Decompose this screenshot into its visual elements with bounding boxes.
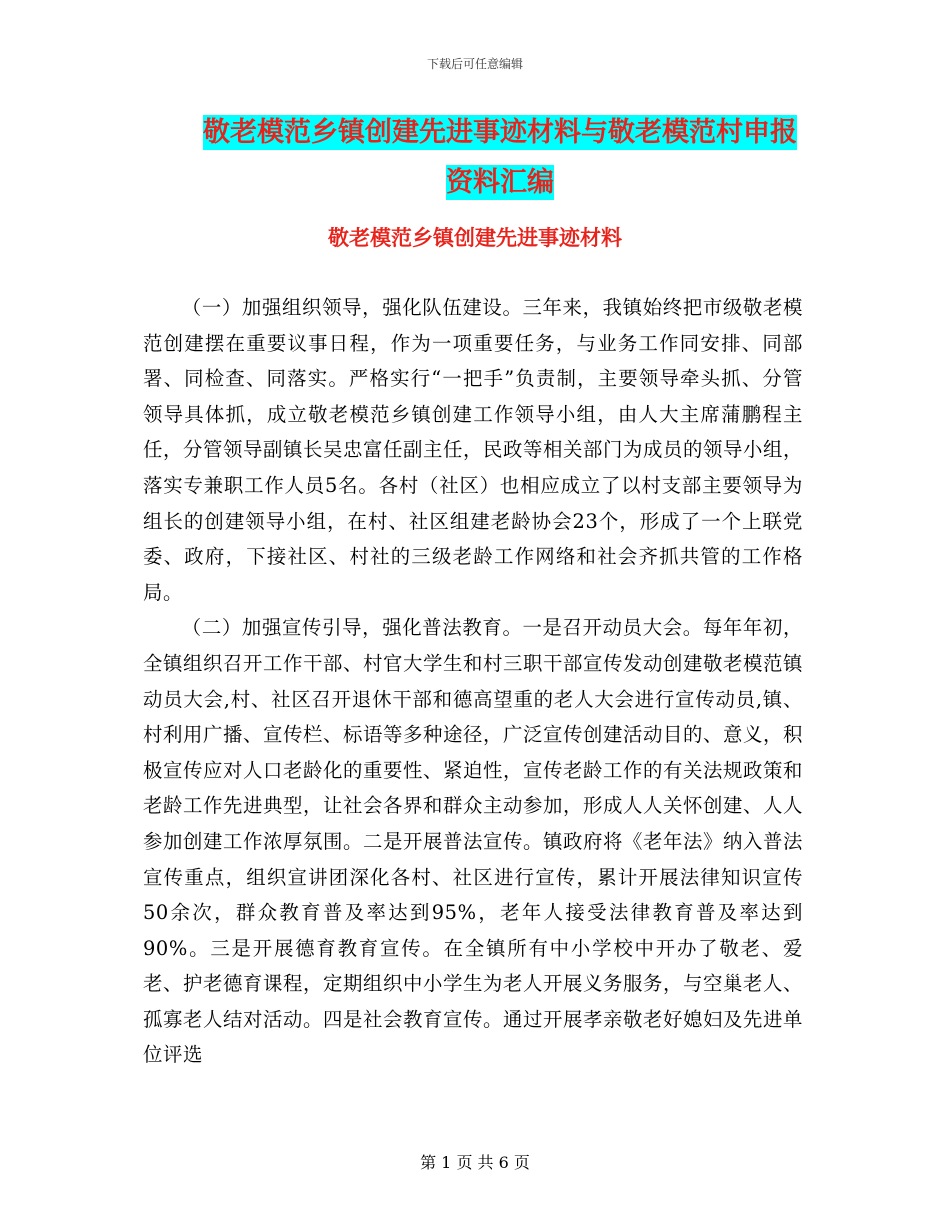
document-title: [190, 108, 810, 208]
section-title: 敬老模范乡镇创建先进事迹材料: [328, 226, 622, 250]
header-note: 下载后可任意编辑: [426, 57, 523, 71]
document-body: [143, 290, 803, 1073]
document-title-text: 敬老模范乡镇创建先进事迹材料与敬老模范村申报资料汇编: [203, 117, 797, 198]
page-number: 第 1 页 共 6 页: [420, 1153, 530, 1172]
paragraph-2: （二）加强宣传引导，强化普法教育。一是召开动员大会。每年年初，全镇组织召开工作干部、村官大学生和村三职干部宣传发动创建敬老模范镇动员大会,村、社区召开退休干部和德高望重的老人大会进行宣传动员,镇、村利用广播、宣传栏、标语等多种途径，广泛宣传创建活动目的、意义，积极宣传应对人口老龄化的重要性、紧迫性，宣传老龄工作的有关法规政策和老龄工作先进典型，让社会各界和群众主动参加，形成人人关怀创建、人人参加创建工作浓厚氛围。二是开展普法宣传。镇政府将《老年法》纳入普法宣传重点，组织宣讲团深化各村、社区进行宣传，累计开展法律知识宣传50余次，群众教育普及率达到95%，老年人接受法律教育普及率达到90%。三是开展德育教育宣传。在全镇所有中小学校中开办了敬老、爱老、护老德育课程，定期组织中小学生为老人开展义务服务，与空巢老人、孤寡老人结对活动。四是社会教育宣传。通过开展孝亲敬老好媳妇及先进单位评选: [143, 616, 803, 1067]
paragraph-1: （一）加强组织领导，强化队伍建设。三年来，我镇始终把市级敬老模范创建摆在重要议事日程，作为一项重要任务，与业务工作同安排、同部署、同检查、同落实。严格实行“一把手”负责制，主要领导牵头抓、分管领导具体抓，成立敬老模范乡镇创建工作领导小组，由人大主席蒲鹏程主任，分管领导副镇长吴忠富任副主任，民政等相关部门为成员的领导小组，落实专兼职工作人员5名。各村（社区）也相应成立了以村支部主要领导为组长的创建领导小组，在村、社区组建老龄协会23个，形成了一个上联党委、政府，下接社区、村社的三级老龄工作网络和社会齐抓共管的工作格局。: [143, 296, 803, 604]
